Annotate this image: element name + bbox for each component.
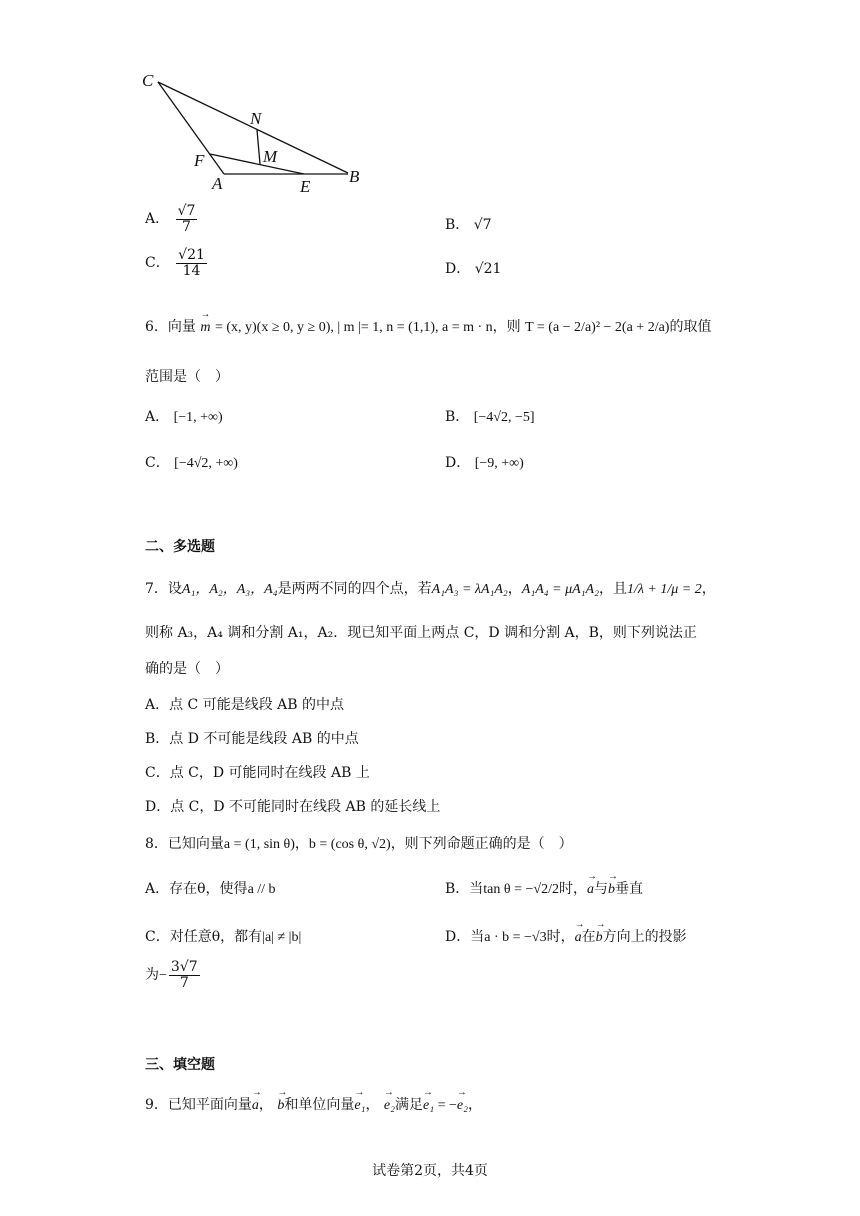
vector-b: → b [277, 1098, 284, 1114]
q6-option-b: B． [−4√2, −5] [445, 409, 535, 425]
vector-e2: → e₂ [384, 1098, 395, 1114]
q9-stem: 9．已知平面向量→ a， → b和单位向量→ e₁， → e₂满足→ e₁ = −→ e₂， [145, 1094, 482, 1114]
triangle-figure [136, 68, 376, 198]
label-A: A [212, 174, 223, 193]
label-F: F [194, 151, 205, 170]
q6-stem: 6．向量 → m = (x, y)(x ≥ 0, y ≥ 0), | m |= 1, n = (1,1), a = m · n，则 T = (a − 2/a)² − 2(a + 2/a)的取值 [145, 316, 711, 336]
section-title-multiple-choice: 二、多选题 [145, 539, 215, 555]
vector-a: → a [587, 882, 594, 898]
label-C: C [142, 71, 154, 90]
q8-option-c: C．对任意θ，都有|a| ≠ |b| [145, 929, 302, 945]
q6-option-a: A． [−1, +∞) [145, 409, 223, 425]
q6-stem-line2: 范围是（ ） [145, 369, 229, 385]
q5-option-d: D． √21 [445, 261, 502, 277]
vector-e1-eq: → e₁ [423, 1098, 434, 1114]
q8-stem: 8．已知向量a = (1, sin θ)，b = (cos θ, √2)，则下列命题正确的是（ ） [145, 836, 573, 852]
label-M: M [263, 147, 278, 166]
q7-stem-line2: 则称 A₃，A₄ 调和分割 A₁，A₂．现已知平面上两点 C，D 调和分割 A，B，则下列说法正 [145, 625, 697, 641]
vector-e1: → e₁ [354, 1098, 365, 1114]
label-B: B [349, 167, 360, 186]
q6-option-c: C． [−4√2, +∞) [145, 455, 238, 471]
q5-option-a: A． $\frac{√7}{7}$ [145, 203, 196, 235]
q7-stem-line3: 确的是（ ） [145, 661, 229, 677]
q8-option-b: B．当tan θ = −√2/2时，→ a与→ b垂直 [445, 878, 643, 898]
vector-b: → b [596, 930, 603, 946]
q7-option-b: B．点 D 不可能是线段 AB 的中点 [145, 731, 359, 747]
section-title-fill-in: 三、填空题 [145, 1057, 215, 1073]
vector-m: → m [200, 320, 210, 336]
q7-option-a: A．点 C 可能是线段 AB 的中点 [145, 697, 345, 713]
vector-a: → a [575, 930, 582, 946]
page-footer: 试卷第2页，共4页 [372, 1163, 488, 1179]
vector-b: → b [608, 882, 615, 898]
label-N: N [250, 109, 262, 128]
q7-option-c: C．点 C，D 可能同时在线段 AB 上 [145, 765, 370, 781]
q5-option-b: B． √7 [445, 217, 492, 233]
q8-option-d-line2: 为− $\frac{3√7}{7}$ [145, 959, 198, 991]
q8-option-d: D．当a · b = −√3时，→ a在→ b方向上的投影 [445, 926, 687, 946]
vector-e2-eq: → e₂ [457, 1098, 468, 1114]
q8-option-a: A．存在θ，使得a // b [145, 881, 276, 897]
q6-option-d: D． [−9, +∞) [445, 455, 524, 471]
vector-a: → a [252, 1098, 259, 1114]
label-E: E [300, 177, 311, 196]
q7-option-d: D．点 C，D 不可能同时在线段 AB 的延长线上 [145, 799, 441, 815]
q7-stem-line1: 7．设A₁，A₂，A₃，A₄是两两不同的四个点，若A₁A₃ = λA₁A₂，A₁A₄ = μA₁A₂，且1/λ + 1/μ = 2， [145, 581, 716, 597]
q5-option-c: C． $\frac{√21}{14}$ [145, 247, 205, 279]
